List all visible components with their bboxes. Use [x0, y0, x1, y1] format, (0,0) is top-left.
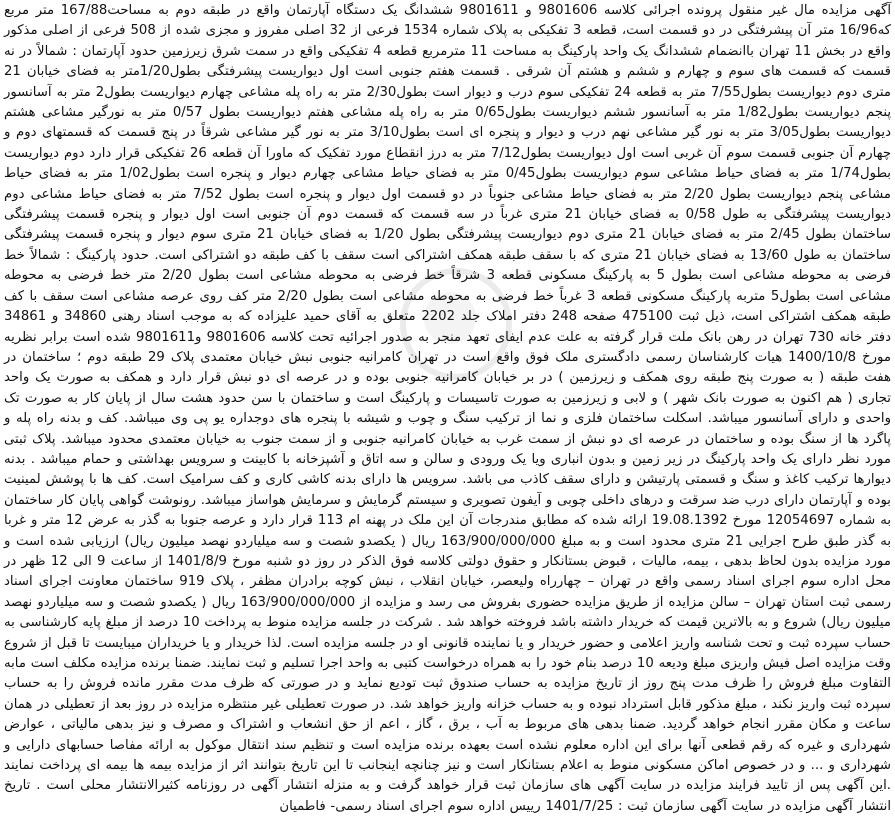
- auction-notice-text: آگهی مزایده مال غیر منقول پرونده اجرائی کلاسه 9801606 و 9801611 ششدانگ یک دستگاه آپارتمان واقع در طبقه دوم به مساحت167/88 متر مربع که16/96 متر آن پیشرفتگی در دو قسمت است، قطعه 3 تفکیکی به پلاک شماره 1534 فرعی از 32 اصلی مفروز و مجزی شده از 508 فرعی از اصلی مذکور واقع در بخش 11 تهران باانضمام ششدانگ یک واحد پارکینگ به مساحت 11 مترمربع قطعه 4 تفکیکی واقع در سمت شرق زیرزمین حدود آپارتمان : شمالاً در نه قسمت که قسمت های سوم و چهارم و ششم و هشتم آن شرقی . قسمت هفتم جنوبی است اول دیواریست پیشرفتگی بطول1/20متر به فضای خیابان 21 متری دوم دیواریست بطول7/55 متر به قطعه 24 تفکیکی سوم درب و دیوار است بطول2/30 متر به راه پله مشاعی چهارم دیواریست بطول2 متر به آسانسور پنجم دیواریست بطول1/82 متر به آسانسور ششم دیواریست بطول0/65 متر به راه پله مشاعی هفتم دیواریست بطول 0/57 متر به نورگیر مشاعی هشتم دیواریست بطول3/05 متر به نور گیر مشاعی نهم درب و دیوار و پنجره ای است بطول3/10 متر به نور گیر مشاعی شرقاً در پنج قسمت که قسمتهای دوم و چهارم آن جنوبی قسمت سوم آن غربی است اول دیواریست بطول7/12 متر به درز انقطاع مورد تفکیک که ماورا آن قطعه 26 تفکیکی قرار دارد دوم دیواریست بطول1/74 متر به فضای حیاط مشاعی سوم دیواریست بطول0/45 متر به فضای حیاط مشاعی چهارم دیوار و پنجره است بطول1/02 متر به فضای حیاط مشاعی پنجم دیواریست بطول 2/20 متر به فضای حیاط مشاعی جنوباً در دو قسمت اول دیوار و پنجره است بطول 7/52 متر به فضای حیاط مشاعی دوم دیواریست پیشرفتگی به طول 0/58 به فضای خیابان 21 متری غرباً در سه قسمت که قسمت دوم آن جنوبی است اول دیوار و پنجره قسمت پیشرفتگی ساختمان بطول 2/45 متر به فضای خیابان 21 متری دوم دیواریست پیشرفتگی بطول 1/20 به فضای خیابان 21 متری سوم دیوار و پنجره قسمت پیشرفتگی ساختمان به طول 13/60 به فضای خیابان 21 متری که با سقف طبقه همکف اشتراکی است سقف با کف طبقه دو اشتراکی است. حدود پارکینگ : شمالاً خط فرضی به محوطه مشاعی است بطول 5 به پارکینگ مسکونی قطعه 3 شرقاً خط فرضی به محوطه مشاعی است بطول 2/20 متر خط فرضی به محوطه مشاعی است بطول5 متربه پارکینگ مسکونی قطعه 3 غرباً خط فرضی به محوطه مشاعی است بطول 2/20 متر کف روی عرصه مشاعی است سقف با کف طبقه همکف اشتراکی است، ذیل ثبت 475100 صفحه 248 دفتر املاک جلد 2202 متعلق به آقای حمید علیزاده که به موجب اسناد رهنی 34860 و 34861 دفتر خانه 730 تهران در رهن بانک ملت قرار گرفته به علت عدم ایفای تعهد منجر به صدور اجرائیه تحت کلاسه 9801606 و9801611 شده است برابر نظریه مورخ 1400/10/8 هیات کارشناسان رسمی دادگستری ملک فوق واقع است در تهران کامرانیه جنوبی نبش خیابان معتمدی پلاک 29 طبقه دوم ؛ ساختمان در هفت طبقه ( به صورت پنج طبقه روی همکف و زیرزمین ) در بر خیابان کامرانیه جنوبی بوده و در عرصه ای دو نبش قرار دارد و همکف به صورت یک واحد تجاری ( هم اکنون به صورت بانک شهر ) و لابی و زیرزمین به صورت تاسیسات و پارکینگ است و ساختمان با سن حدود هشت سال از پایان کار به صورت تک واحدی و دارای آسانسور میباشد. اسکلت ساختمان فلزی و نما از ترکیب سنگ و چوب و شیشه با پنجره های دوجداره یو پی وی میباشد. کف و بدنه راه پله و پاگرد ها از سنگ بوده و ساختمان در عرصه ای دو نبش از سمت غرب به خیابان کامرانیه جنوبی و از سمت جنوب به خیابان معتمدی محدود میباشد. پلاک ثبتی مورد نظر دارای یک واحد پارکینگ در زیر زمین و بدون انباری ویا یک ورودی و سالن و سه اتاق و آشپزخانه با کابینت و سرویس بهداشتی و حمام میباشد . بدنه دیوارها ترکیب کاغذ و سنگ و قسمتی پارتیشن و دارای سقف کاذب می باشد. سرویس ها دارای بدنه کاشی کاری و کف سرامیک است. کف ها با پوشش لمینیت بوده و آپارتمان دارای درب ضد سرقت و درهای داخلی چوبی و آیفون تصویری و سیستم گرمایش و سرمایش هواساز میباشد. رونوشت گواهی پایان کار ساختمان به شماره 12054697 مورخ 19.08.1392 ارائه شده که مطابق مندرجات آن این ملک در پهنه ام 113 قرار دارد و عرصه جنوبا به گذر به عرض 12 متر و غربا به گذر طبق طرح اجرایی 21 متری محدود است و به مبلغ 163/900/000/000 ریال ( یکصدو شصت و سه میلیاردو نهصد میلیون ریال) ارزیابی شده است و مورد مزایده بدون لحاظ بدهی ، بیمه، مالیات ، قبوض بستانکار و حقوق دولتی کلاسه فوق الذکر در روز دو شنبه مورخ 1401/8/9 از ساعت 9 الی 12 ظهر در محل اداره سوم اجرای اسناد رسمی واقع در تهران – چهارراه ولیعصر، خیابان انقلاب ، نبش کوچه برادران مظفر ، پلاک 919 ساختمان معاونت اجرای اسناد رسمی ثبت استان تهران – سالن مزایده از طریق مزایده حضوری بفروش می رسد و مزایده از 163/900/000/000 ریال ( یکصدو شصت و سه میلیاردو نهصد میلیون ریال) شروع و به بالاترین قیمت که خریدار داشته باشد فروخته خواهد شد . شرکت در جلسه مزایده منوط به پرداخت 10 درصد از مبلغ پایه کارشناسی به حساب سپرده ثبت و تحت شناسه واریز اعلامی و حضور خریدار و یا نماینده قانونی او در جلسه مزایده است. لذا خریدار و یا خریداران میبایست تا قبل از شروع وقت مزایده اصل فیش واریزی مبلغ ودیعه 10 درصد بنام خود را به همراه درخواست کتبی به واحد اجرا تسلیم و ثبت نمایند. ضمنا برنده مزایده مکلف است مابه التفاوت مبلغ فروش را ظرف مدت پنج روز از تاریخ مزایده به حساب صندوق ثبت تودیع نماید و در صورتی که ظرف مدت مقرر مانده فروش را به حساب سپرده ثبت واریز نکند ، مبلغ مذکور قابل استرداد نبوده و به حساب خزانه واریز خواهد شد. در صورت تعطیلی غیر منتظره مزایده در روز بعد از تعطیلی در همان ساعت و مکان مقرر انجام خواهد گردید. ضمنا بدهی های مربوط به آب ، برق ، گاز ، اعم از حق انشعاب و اشتراک و مصرف و نیز بدهی مالیاتی ، عوارض شهرداری و غیره که رقم قطعی آنها برای این اداره معلوم نشده است بعهده برنده مزایده است و تنظیم سند انتقال موکول به ارائه مفاصا حسابهای دارایی و شهرداری و ... و در خصوص اماکن مسکونی منوط به اعلام بستانکار است و نیز چنانچه اینجانب تا این تاریخ بتوانند اثر از مزایده بیمه ها بیمه ای پرداخت نمایند .این آگهی پس از تایید فرایند مزایده در سایت آگهی های سازمان ثبت قرار خواهد گرفت و به منزله انتشار آگهی در روزنامه کثیرالانتشار محلی است . تاریخ انتشار آگهی مزایده در سایت آگهی سازمان ثبت : 1401/7/25 رییس اداره سوم اجرای اسناد رسمی- فاطمیان: [4, 3, 892, 814]
